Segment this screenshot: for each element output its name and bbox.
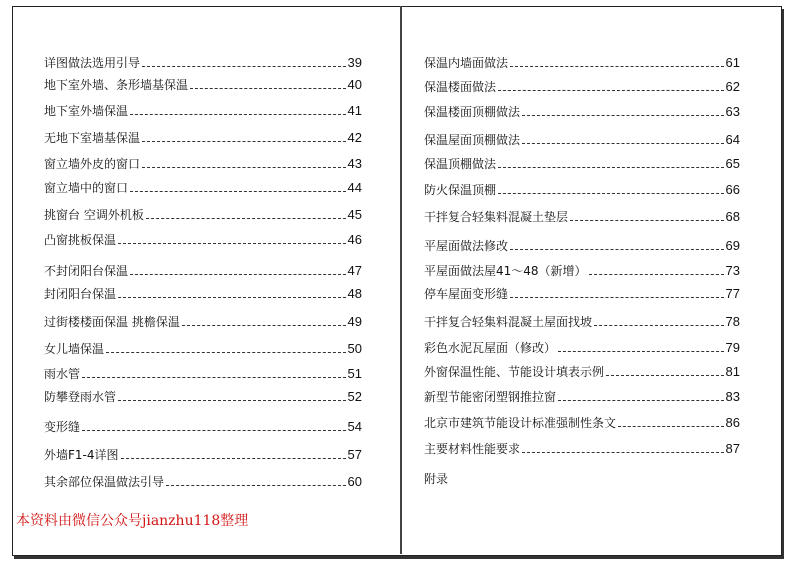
dot-leader (130, 191, 346, 192)
toc-entry-title: 女儿墙保温 (44, 342, 105, 356)
toc-entry-page: 52 (347, 389, 362, 404)
toc-entry (44, 390, 362, 404)
toc-entry-page: 66 (725, 182, 740, 197)
toc-entry-page: 61 (725, 55, 740, 70)
dot-leader (510, 66, 724, 67)
toc-entry (44, 157, 362, 171)
toc-entry-page: 39 (347, 55, 362, 70)
toc-entry-page: 48 (347, 286, 362, 301)
dot-leader (82, 377, 346, 378)
toc-entry (424, 315, 740, 329)
dot-leader (130, 114, 346, 115)
dot-leader (498, 167, 724, 168)
toc-entry (424, 416, 740, 430)
toc-entry (424, 133, 740, 147)
dot-leader (106, 352, 346, 353)
toc-entry (44, 181, 362, 195)
toc-entry-title: 彩色水泥瓦屋面（修改） (424, 341, 557, 355)
toc-entry-title: 凸窗挑板保温 (44, 233, 117, 247)
dot-leader (118, 400, 346, 401)
dot-leader (166, 485, 346, 486)
toc-entry-title: 不封闭阳台保温 (44, 264, 129, 278)
toc-entry-page: 77 (725, 286, 740, 301)
toc-entry-page: 57 (347, 447, 362, 462)
toc-entry-page: 79 (725, 340, 740, 355)
toc-entry (424, 287, 740, 301)
page-divider (400, 6, 402, 554)
toc-entry-title: 变形缝 (44, 420, 81, 434)
dot-leader (182, 325, 346, 326)
watermark-text: 本资料由微信公众号jianzhu118整理 (16, 513, 249, 529)
toc-entry-page: 69 (725, 238, 740, 253)
dot-leader (558, 400, 724, 401)
toc-entry-title: 停车屋面变形缝 (424, 287, 509, 301)
dot-leader (522, 115, 724, 116)
dot-leader (498, 90, 724, 91)
toc-entry-title: 保温屋面顶棚做法 (424, 133, 521, 147)
toc-entry-page: 64 (725, 132, 740, 147)
toc-entry (44, 208, 362, 222)
toc-entry (424, 365, 740, 379)
toc-entry-title: 主要材料性能要求 (424, 442, 521, 456)
toc-entry-title: 干拌复合轻集料混凝土垫层 (424, 210, 569, 224)
toc-entry (44, 475, 362, 489)
toc-entry-page: 62 (725, 79, 740, 94)
toc-entry-title: 保温顶棚做法 (424, 157, 497, 171)
toc-entry-title: 外墙F1-4详图 (44, 448, 119, 462)
dot-leader (190, 88, 346, 89)
toc-entry-title: 其余部位保温做法引导 (44, 475, 165, 489)
dot-leader (570, 220, 724, 221)
toc-entry-title: 平屋面做法屋41～48（新增） (424, 264, 587, 278)
toc-entry-title: 地下室外墙、条形墙基保温 (44, 78, 189, 92)
toc-entry-title: 地下室外墙保温 (44, 104, 129, 118)
toc-entry-title: 封闭阳台保温 (44, 287, 117, 301)
toc-entry (44, 233, 362, 247)
toc-entry-title: 防火保温顶棚 (424, 183, 497, 197)
toc-entry-page: 41 (347, 103, 362, 118)
dot-leader (82, 430, 346, 431)
toc-entry (424, 264, 740, 278)
toc-entry (44, 448, 362, 462)
dot-leader (510, 297, 724, 298)
toc-entry (44, 104, 362, 118)
toc-entry (424, 390, 740, 404)
toc-entry (424, 341, 740, 355)
dot-leader (606, 375, 724, 376)
toc-entry-title: 挑窗台 空调外机板 (44, 208, 144, 222)
dot-leader (118, 243, 346, 244)
dot-leader (142, 66, 346, 67)
appendix-label: 附录 (424, 472, 449, 486)
toc-entry-page: 44 (347, 180, 362, 195)
dot-leader (146, 218, 346, 219)
toc-entry (44, 287, 362, 301)
toc-entry (44, 342, 362, 356)
toc-entry (424, 442, 740, 456)
toc-entry (424, 210, 740, 224)
toc-entry (44, 367, 362, 381)
toc-entry-title: 窗立墙中的窗口 (44, 181, 129, 195)
toc-entry-page: 63 (725, 104, 740, 119)
toc-entry-title: 干拌复合轻集料混凝土屋面找坡 (424, 315, 593, 329)
dot-leader (522, 452, 724, 453)
toc-entry (44, 131, 362, 145)
toc-entry-title: 无地下室墙基保温 (44, 131, 141, 145)
dot-leader (142, 141, 346, 142)
toc-entry-page: 78 (725, 314, 740, 329)
dot-leader (589, 274, 724, 275)
toc-entry-page: 51 (347, 366, 362, 381)
toc-entry (44, 315, 362, 329)
toc-entry (424, 56, 740, 70)
dot-leader (498, 193, 724, 194)
toc-entry-page: 46 (347, 232, 362, 247)
toc-entry-page: 68 (725, 209, 740, 224)
toc-entry (44, 78, 362, 92)
toc-entry (424, 183, 740, 197)
toc-entry-page: 49 (347, 314, 362, 329)
toc-entry (44, 264, 362, 278)
toc-entry-page: 45 (347, 207, 362, 222)
toc-entry-title: 外窗保温性能、节能设计填表示例 (424, 365, 605, 379)
toc-entry (424, 80, 740, 94)
toc-entry-page: 65 (725, 156, 740, 171)
toc-entry-page: 50 (347, 341, 362, 356)
toc-entry-page: 60 (347, 474, 362, 489)
dot-leader (522, 143, 724, 144)
toc-entry (44, 56, 362, 70)
toc-entry-title: 过街楼楼面保温 挑檐保温 (44, 315, 180, 329)
toc-entry-title: 窗立墙外皮的窗口 (44, 157, 141, 171)
toc-entry-title: 防攀登雨水管 (44, 390, 117, 404)
dot-leader (594, 325, 724, 326)
dot-leader (142, 167, 346, 168)
toc-entry-title: 保温内墙面做法 (424, 56, 509, 70)
toc-entry-page: 81 (725, 364, 740, 379)
toc-entry (424, 157, 740, 171)
toc-entry-page: 83 (725, 389, 740, 404)
dot-leader (558, 351, 724, 352)
toc-entry-page: 40 (347, 77, 362, 92)
dot-leader (121, 458, 346, 459)
toc-entry-title: 保温楼面做法 (424, 80, 497, 94)
dot-leader (510, 249, 724, 250)
dot-leader (118, 297, 346, 298)
toc-entry-page: 42 (347, 130, 362, 145)
toc-entry-title: 详图做法选用引导 (44, 56, 141, 70)
dot-leader (618, 426, 724, 427)
toc-entry-page: 73 (725, 263, 740, 278)
toc-entry-title: 平屋面做法修改 (424, 239, 509, 253)
dot-leader (130, 274, 346, 275)
toc-entry-page: 86 (725, 415, 740, 430)
toc-entry-page: 43 (347, 156, 362, 171)
toc-entry-title: 保温楼面顶棚做法 (424, 105, 521, 119)
toc-entry-title: 北京市建筑节能设计标准强制性条文 (424, 416, 617, 430)
toc-entry (424, 105, 740, 119)
toc-entry (44, 420, 362, 434)
toc-entry-page: 87 (725, 441, 740, 456)
toc-entry-title: 雨水管 (44, 367, 81, 381)
toc-entry-page: 54 (347, 419, 362, 434)
toc-entry-page: 47 (347, 263, 362, 278)
toc-entry-title: 新型节能密闭塑钢推拉窗 (424, 390, 557, 404)
toc-entry (424, 239, 740, 253)
